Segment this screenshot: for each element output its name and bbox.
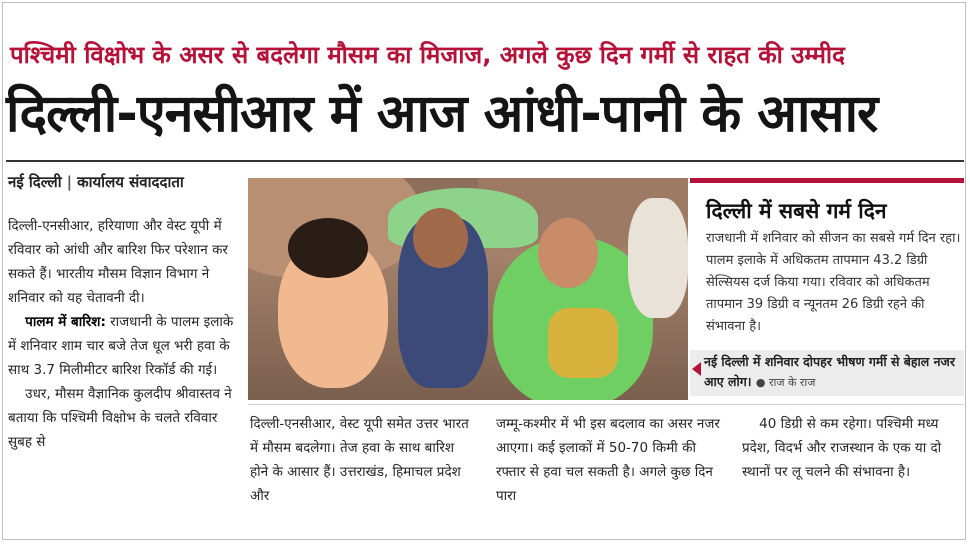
byline-place: नई दिल्ली — [8, 173, 62, 191]
photo-bystander — [628, 198, 688, 318]
photo-caption — [704, 352, 962, 393]
col1-para2 — [8, 310, 234, 382]
sidebar-accent-bar — [690, 178, 964, 183]
col3-text: जम्मू-कश्मीर में भी इस बदलाव का असर नजर आएगा। कई इलाकों में 50-70 किमी की रफ्तार से हवा चल सकती है। अगले कुछ दिन पारा — [496, 416, 720, 504]
col1-para1: दिल्ली-एनसीआर, हरियाणा और वेस्ट यूपी में रविवार को आंधी और बारिश फिर परेशान कर सकते हैं। भारतीय मौसम विज्ञान विभाग ने शनिवार को यह चेतावनी दी। — [8, 218, 228, 306]
sidebar-body: राजधानी में शनिवार को सीजन का सबसे गर्म दिन रहा। पालम इलाके में अधिकतम तापमान 43.2 डिग्री सेल्सियस दर्ज किया गया। रविवार को अधिकतम तापमान 39 डिग्री व न्यूनतम 26 डिग्री रहने की संभावना है। — [706, 231, 961, 334]
photo-man-face — [413, 208, 468, 268]
byline — [8, 172, 184, 192]
caption-arrow-icon — [692, 362, 701, 376]
column-4 — [742, 412, 964, 484]
headline: दिल्ली-एनसीआर में आज आंधी-पानी के आसार — [6, 84, 878, 144]
column-rule — [248, 404, 964, 405]
photo-woman-face — [538, 218, 598, 288]
col1-para3 — [8, 382, 234, 454]
column-3 — [496, 412, 722, 508]
col1-para2-text: राजधानी के पालम इलाके में शनिवार शाम चार बजे तेज धूल भरी हवा के साथ 3.7 मिलीमीटर बारिश रिकॉर्ड की गई। — [8, 314, 234, 378]
headline-rule — [6, 160, 964, 162]
byline-author: कार्यालय संवाददाता — [77, 173, 184, 191]
col4-text — [742, 412, 964, 484]
col1-subhead: पालम में बारिश: — [25, 314, 106, 330]
news-photo — [248, 178, 688, 400]
kicker: पश्चिमी विक्षोभ के असर से बदलेगा मौसम का मिजाज, अगले कुछ दिन गर्मी से राहत की उम्मीद — [10, 41, 845, 69]
caption-text: नई दिल्ली में शनिवार दोपहर भीषण गर्मी से बेहाल नजर आए लोग। — [704, 354, 955, 389]
photo-credit: ● राज के राज — [755, 376, 816, 389]
col2-text: दिल्ली-एनसीआर, वेस्ट यूपी समेत उत्तर भारत में मौसम बदलेगा। तेज हवा के साथ बारिश होने के आसार हैं। उत्तराखंड, हिमाचल प्रदेश और — [250, 416, 469, 504]
col1-para3-text: उधर, मौसम वैज्ञानिक कुलदीप श्रीवास्तव ने बताया कि पश्चिमी विक्षोभ के चलते रविवार सुबह से — [8, 386, 232, 450]
column-1 — [8, 214, 234, 454]
sidebar-title: दिल्ली में सबसे गर्म दिन — [706, 199, 887, 223]
byline-separator: | — [66, 173, 73, 191]
col4-text-body: 40 डिग्री से कम रहेगा। पश्चिमी मध्य प्रदेश, विदर्भ और राजस्थान के एक या दो स्थानों पर लू चलने की संभावना है। — [742, 416, 942, 480]
photo-woman-border — [548, 308, 618, 378]
photo-girl-hair — [288, 218, 368, 278]
column-2 — [250, 412, 476, 508]
